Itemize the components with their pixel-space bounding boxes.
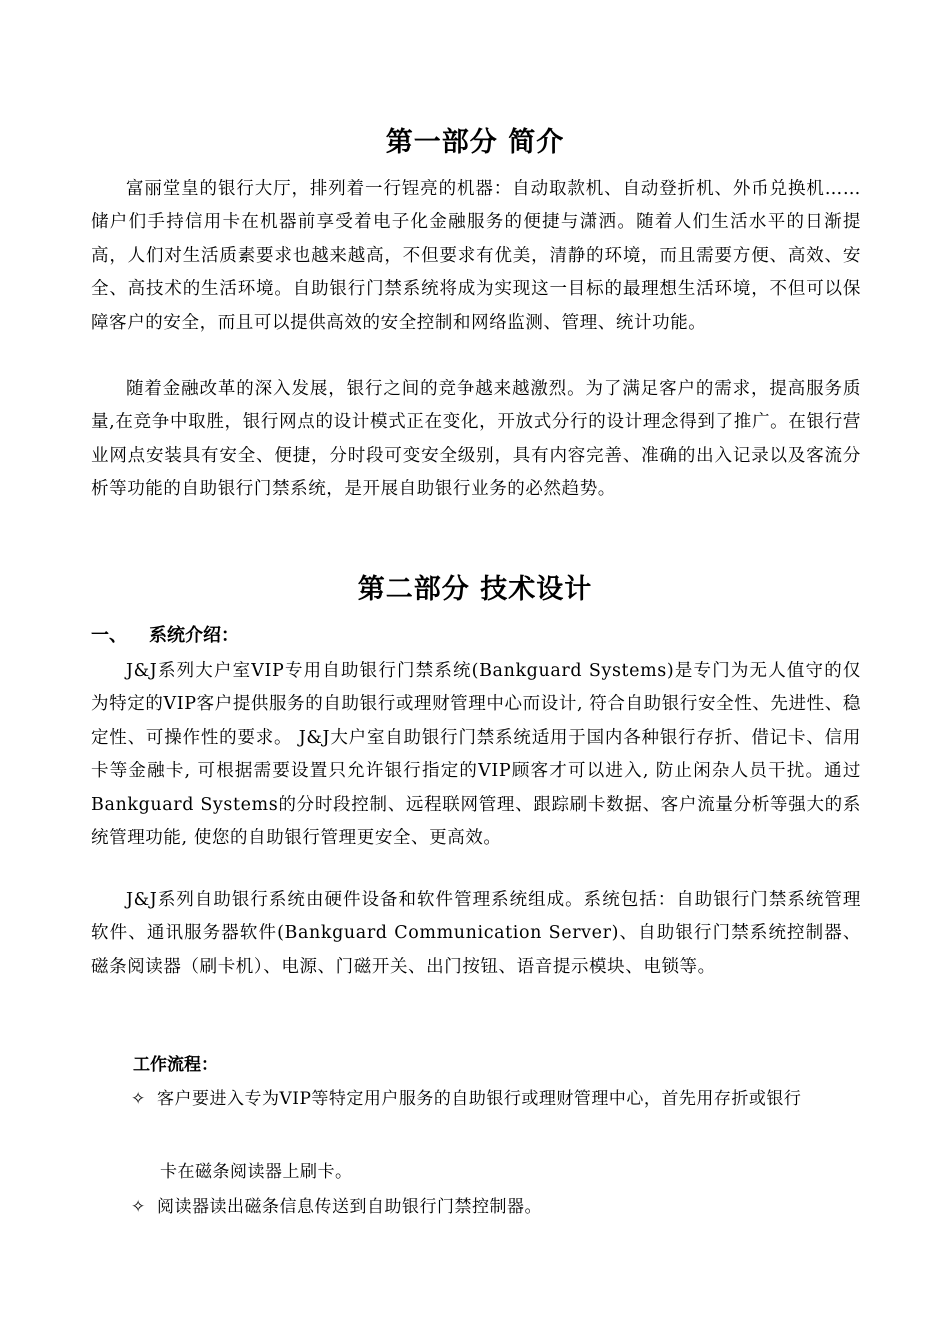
part1-paragraph-2: 随着金融改革的深入发展，银行之间的竞争越来越激烈。为了满足客户的需求，提高服务质量,在竞争中取胜，银行网点的设计模式正在变化，开放式分行的设计理念得到了推广。在银行营业网点安装具有安全、便捷，分时段可变安全级别，具有内容完善、准确的出入记录以及客流分析等功能的自助银行门禁系统，是开展自助银行业务的必然趋势。 [91, 379, 861, 500]
workflow-title: 工作流程： [133, 1055, 218, 1075]
part2-title: 第二部分 技术设计 [357, 574, 593, 605]
workflow-item-2 [131, 1190, 861, 1224]
diamond-bullet-icon: ✧ [131, 1089, 146, 1109]
part2-paragraph-1: J&J系列大户室VIP专用自助银行门禁系统(Bankguard Systems)是专门为无人值守的仅为特定的VIP客户提供服务的自助银行或理财管理中心而设计, 符合自助银行安全性、先进性、稳定性、可操作性的要求。 J&J大户室自助银行门禁系统适用于国内各种银行存折、借记卡、信用卡等金融卡, 可根据需要设置只允许银行指定的VIP顾客才可以进入, 防止闲杂人员干扰。通过Bankguard Systems的分时段控制、远程联网管理、跟踪刷卡数据、客户流量分析等强大的系统管理功能, 使您的自助银行管理更安全、更高效。 [91, 661, 861, 849]
part2-paragraph-2: J&J系列自助银行系统由硬件设备和软件管理系统组成。系统包括：自助银行门禁系统管理软件、通讯服务器软件(Bankguard Communication Server)、自助银行门禁系统控制器、磁条阅读器（刷卡机）、电源、门磁开关、出门按钮、语音提示模块、电锁等。 [91, 890, 861, 977]
workflow-item-1-continuation: 卡在磁条阅读器上刷卡。 [160, 1162, 353, 1182]
part1-paragraph-1: 富丽堂皇的银行大厅，排列着一行锃亮的机器：自动取款机、自动登折机、外币兑换机……储户们手持信用卡在机器前享受着电子化金融服务的便捷与潇洒。随着人们生活水平的日渐提高，人们对生活质素要求也越来越高，不但要求有优美，清静的环境，而且需要方便、高效、安全、高技术的生活环境。自助银行门禁系统将成为实现这一目标的最理想生活环境，不但可以保障客户的安全，而且可以提供高效的安全控制和网络监测、管理、统计功能。 [91, 179, 861, 333]
part1-title: 第一部分 简介 [385, 127, 565, 158]
workflow-item-1 [131, 1082, 861, 1116]
section-title: 系统介绍： [149, 625, 239, 646]
diamond-bullet-icon: ✧ [131, 1197, 146, 1217]
workflow-item-text: 阅读器读出磁条信息传送到自助银行门禁控制器。 [157, 1197, 542, 1217]
workflow-item-text: 客户要进入专为VIP等特定用户服务的自助银行或理财管理中心，首先用存折或银行 [157, 1089, 802, 1109]
section-heading-system-intro [91, 622, 239, 650]
section-number: 一、 [91, 625, 127, 646]
